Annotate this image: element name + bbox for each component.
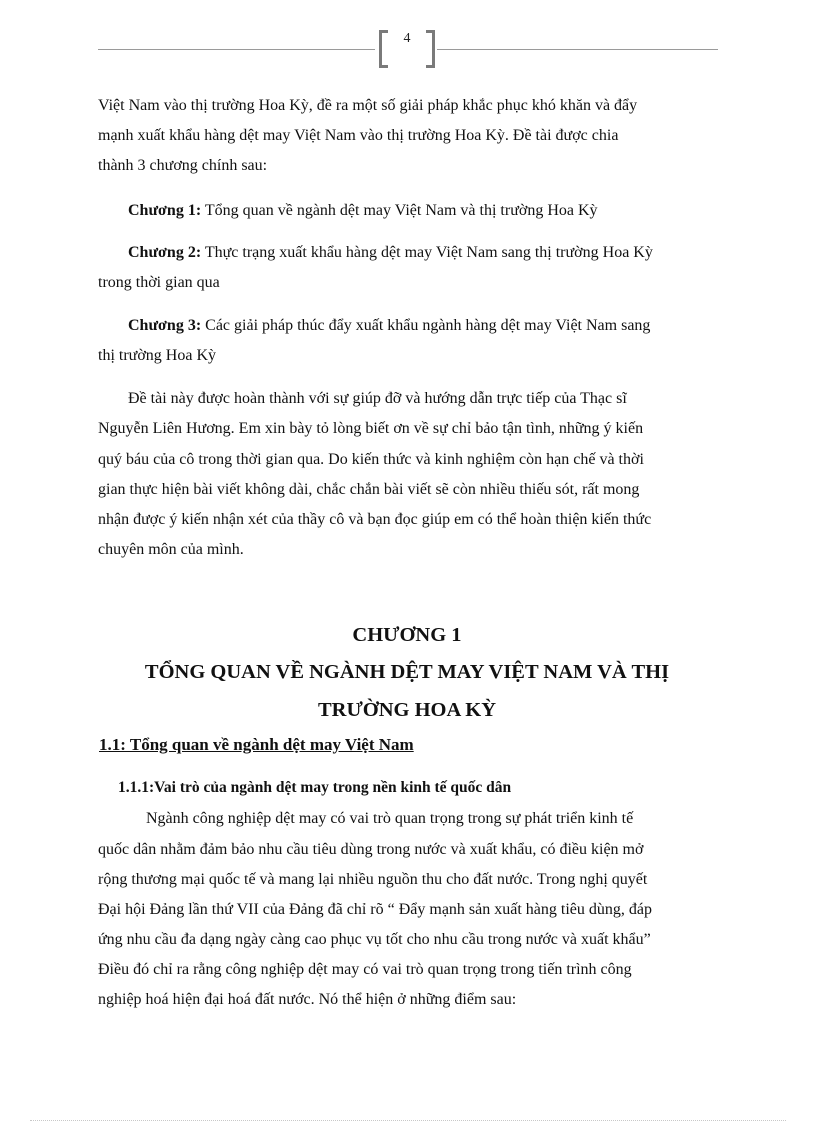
chapter-title-line: TỔNG QUAN VỀ NGÀNH DỆT MAY VIỆT NAM VÀ THỊ	[144, 661, 670, 683]
subsection-title: 1.1.1:Vai trò của ngành dệt may trong nền kinh tế quốc dân	[118, 779, 512, 796]
body-line: Đại hội Đảng lần thứ VII của Đảng đã chỉ rõ “ Đẩy mạnh sản xuất hàng tiêu dùng, đáp	[98, 901, 652, 918]
body-line: nghiệp hoá hiện đại hoá đất nước. Nó thể hiện ở những điểm sau:	[98, 991, 517, 1008]
header-bracket-left	[379, 30, 388, 68]
header-bracket-right	[426, 30, 435, 68]
ack-line: Đề tài này được hoàn thành với sự giúp đỡ và hướng dẫn trực tiếp của Thạc sĩ	[128, 390, 627, 407]
chapter-heading: CHƯƠNG 1	[352, 624, 462, 646]
chapter-list-text: Tổng quan về ngành dệt may Việt Nam và thị trường Hoa Kỳ	[201, 202, 598, 219]
header-rule-right	[437, 49, 718, 50]
body-line: rộng thương mại quốc tế và mang lại nhiều nguồn thu cho đất nước. Trong nghị quyết	[98, 871, 648, 888]
chapter-list-label: Chương 2:	[128, 244, 202, 261]
intro-line: mạnh xuất khẩu hàng dệt may Việt Nam vào thị trường Hoa Kỳ. Đề tài được chia	[98, 127, 619, 144]
chapter-list-item	[128, 316, 650, 336]
ack-line: nhận được ý kiến nhận xét của thầy cô và bạn đọc giúp em có thể hoàn thiện kiến thức	[98, 511, 652, 528]
body-line: Điều đó chỉ ra rằng công nghiệp dệt may có vai trò quan trọng trong tiến trình công	[98, 961, 632, 978]
chapter-list-cont: trong thời gian qua	[98, 274, 220, 291]
chapter-list-item	[128, 243, 653, 263]
chapter-list-text: Thực trạng xuất khẩu hàng dệt may Việt Nam sang thị trường Hoa Kỳ	[201, 244, 653, 261]
ack-line: chuyên môn của mình.	[98, 541, 244, 558]
chapter-list-item	[128, 201, 598, 221]
intro-line: thành 3 chương chính sau:	[98, 157, 268, 174]
chapter-list-label: Chương 1:	[128, 202, 202, 219]
body-line: quốc dân nhằm đảm bảo nhu cầu tiêu dùng trong nước và xuất khẩu, có điều kiện mở	[98, 841, 644, 858]
ack-line: Nguyễn Liên Hương. Em xin bày tỏ lòng biết ơn về sự chỉ bảo tận tình, những ý kiến	[98, 420, 644, 437]
page-number: 4	[403, 31, 411, 46]
chapter-list-label: Chương 3:	[128, 317, 202, 334]
page-bottom-border	[30, 1120, 786, 1121]
section-title: 1.1: Tổng quan về ngành dệt may Việt Nam	[99, 735, 414, 754]
header-rule-left	[98, 49, 375, 50]
ack-line: quý báu của cô trong thời gian qua. Do kiến thức và kinh nghiệm còn hạn chế và thời	[98, 451, 644, 468]
chapter-list-text: Các giải pháp thúc đẩy xuất khẩu ngành hàng dệt may Việt Nam sang	[201, 317, 651, 334]
intro-line: Việt Nam vào thị trường Hoa Kỳ, đề ra một số giải pháp khắc phục khó khăn và đẩy	[98, 97, 638, 114]
chapter-title-line: TRƯỜNG HOA KỲ	[317, 699, 497, 721]
body-line: ứng nhu cầu đa dạng ngày càng cao phục vụ tốt cho nhu cầu trong nước và xuất khẩu”	[98, 931, 651, 948]
ack-line: gian thực hiện bài viết không dài, chắc chắn bài viết sẽ còn nhiều thiếu sót, rất mong	[98, 481, 640, 498]
body-line: Ngành công nghiệp dệt may có vai trò quan trọng trong sự phát triển kinh tế	[146, 810, 634, 827]
chapter-list-cont: thị trường Hoa Kỳ	[98, 347, 217, 364]
